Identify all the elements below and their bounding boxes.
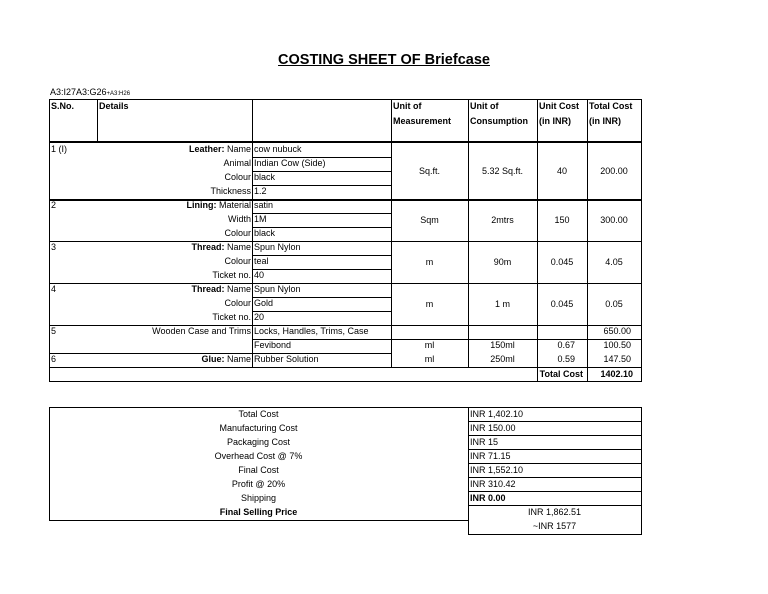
- item-label: Thread: Name: [191, 242, 251, 252]
- row-total: 147.50: [603, 354, 631, 364]
- reference-small: +A3:H26: [106, 91, 131, 97]
- row-uom: ml: [424, 340, 435, 350]
- item-label: Colour: [224, 298, 251, 308]
- summary-value: INR 150.00: [470, 423, 516, 433]
- summary-value: INR 15: [470, 437, 499, 447]
- item-label: Glue: Name: [201, 354, 251, 364]
- summary-label: Final Selling Price: [219, 507, 298, 517]
- header-details: Details: [99, 101, 129, 111]
- row-sno: 4: [51, 284, 57, 294]
- summary-label: Total Cost: [238, 409, 279, 419]
- summary-bottom-border: [49, 520, 469, 521]
- item-value: 1M: [254, 214, 267, 224]
- summary-value: INR 71.15: [470, 451, 511, 461]
- item-label: Animal: [223, 158, 251, 168]
- table-right-border: [641, 99, 642, 382]
- item-value: Gold: [254, 298, 274, 308]
- value-cell-border: [252, 185, 392, 186]
- column-border: [468, 99, 469, 368]
- item-label: Lining: Material: [186, 200, 251, 210]
- row-total: 650.00: [603, 326, 631, 336]
- header-uoc: Consumption: [470, 116, 528, 126]
- row-unit-cost: 0.045: [550, 257, 574, 267]
- row-unit-cost: 40: [556, 166, 567, 176]
- item-value: Spun Nylon: [254, 242, 301, 252]
- header-total-cost: (in INR): [589, 116, 621, 126]
- total-cost-label: Total Cost: [539, 369, 583, 379]
- row-uoc: 2mtrs: [491, 215, 514, 225]
- row-unit-cost: 0.045: [550, 299, 574, 309]
- item-value: cow nubuck: [254, 144, 302, 154]
- column-border: [391, 99, 392, 368]
- row-uom: Sq.ft.: [418, 166, 440, 176]
- column-border: [537, 99, 538, 382]
- header-uom: Unit of: [393, 101, 422, 111]
- summary-label: Final Cost: [238, 465, 279, 475]
- table-bottom-border: [49, 381, 642, 382]
- row-sno: 3: [51, 242, 57, 252]
- row-unit-cost: 0.67: [557, 340, 575, 350]
- item-value: 40: [254, 270, 265, 280]
- item-label: Thickness: [210, 186, 251, 196]
- row-uom: ml: [424, 354, 435, 364]
- row-sno: 2: [51, 200, 57, 210]
- summary-label: Shipping: [240, 493, 277, 503]
- row-sno: 1 (I): [51, 144, 68, 154]
- summary-value: INR 1,862.51: [527, 507, 582, 517]
- summary-value: INR 0.00: [470, 493, 506, 503]
- row-sno: 5: [51, 326, 57, 336]
- summary-label: Packaging Cost: [226, 437, 291, 447]
- approx-price: ~INR 1577: [532, 521, 577, 531]
- row-uoc: 250ml: [490, 354, 515, 364]
- item-label: Colour: [224, 256, 251, 266]
- item-label: Wooden Case and Trims: [152, 326, 251, 336]
- item-value: 20: [254, 312, 265, 322]
- row-total: 4.05: [605, 257, 623, 267]
- row-total: 200.00: [600, 166, 628, 176]
- value-cell-border: [252, 269, 392, 270]
- header-sno: S.No.: [51, 101, 75, 111]
- summary-right-border: [641, 407, 642, 535]
- row-uoc: 5.32 Sq.ft.: [481, 166, 524, 176]
- item-label: Thread: Name: [191, 284, 251, 294]
- header-unit-cost: Unit Cost: [539, 101, 579, 111]
- item-label: Colour: [224, 228, 251, 238]
- column-border: [97, 99, 98, 142]
- row-uom: m: [425, 257, 434, 267]
- row-unit-cost: 0.59: [557, 354, 575, 364]
- header-uom: Measurement: [393, 116, 452, 126]
- item-value: black: [254, 172, 276, 182]
- summary-label: Manufacturing Cost: [219, 423, 298, 433]
- header-unit-cost: (in INR): [539, 116, 571, 126]
- page-title: COSTING SHEET OF Briefcase: [278, 52, 490, 68]
- row-uoc: 1 m: [494, 299, 510, 309]
- summary-label: Profit @ 20%: [231, 479, 286, 489]
- value-cell-border: [252, 213, 392, 214]
- item-label: Colour: [224, 172, 251, 182]
- cell-reference: [50, 87, 130, 97]
- item-value: 1.2: [254, 186, 267, 196]
- header-total-cost: Total Cost: [589, 101, 633, 111]
- header-uoc: Unit of: [470, 101, 499, 111]
- row-unit-cost: 150: [554, 215, 570, 225]
- item-label: Width: [227, 214, 251, 224]
- item-label: Leather: Name: [188, 144, 251, 154]
- column-border: [252, 99, 253, 368]
- column-border: [587, 99, 588, 382]
- total-cost-value: 1402.10: [600, 369, 633, 379]
- item-value: Fevibond: [254, 340, 292, 350]
- row-total: 0.05: [605, 299, 623, 309]
- item-value: Spun Nylon: [254, 284, 301, 294]
- value-cell-border: [252, 311, 392, 312]
- item-value: Indian Cow (Side): [254, 158, 326, 168]
- row-uoc: 150ml: [490, 340, 515, 350]
- summary-divider: [468, 407, 469, 535]
- summary-value: INR 1,552.10: [470, 465, 524, 475]
- row-uom: Sqm: [420, 215, 439, 225]
- summary-label: Overhead Cost @ 7%: [214, 451, 303, 461]
- row-sno: 6: [51, 354, 57, 364]
- item-value: Locks, Handles, Trims, Case: [254, 326, 369, 336]
- value-cell-border: [252, 255, 392, 256]
- item-label: Ticket no.: [212, 270, 251, 280]
- summary-left-border: [49, 407, 50, 521]
- item-value: Rubber Solution: [254, 354, 319, 364]
- summary-bottom-border: [468, 534, 642, 535]
- item-label: Ticket no.: [212, 312, 251, 322]
- row-total: 300.00: [600, 215, 628, 225]
- summary-value: INR 1,402.10: [470, 409, 524, 419]
- item-value: teal: [254, 256, 269, 266]
- reference-main: A3:I27A3:G26: [50, 87, 107, 97]
- table-left-border: [49, 99, 50, 382]
- row-total: 100.50: [603, 340, 631, 350]
- row-uoc: 90m: [493, 257, 512, 267]
- item-value: satin: [254, 200, 274, 210]
- row-uom: m: [425, 299, 434, 309]
- summary-value: INR 310.42: [470, 479, 516, 489]
- item-value: black: [254, 228, 276, 238]
